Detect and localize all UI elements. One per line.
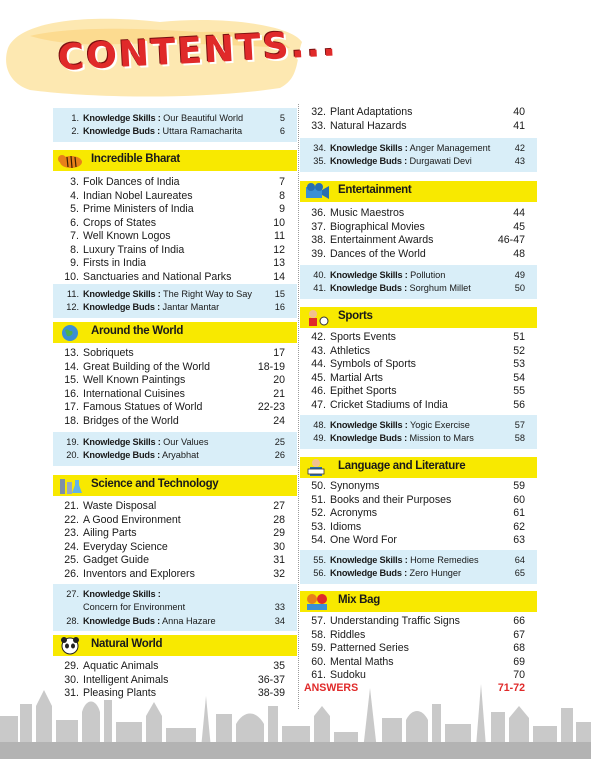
list-item[interactable]: 46. Epithet Sports 55 [311, 385, 525, 397]
list-item[interactable]: 41. Knowledge Buds : Sorghum Millet 50 [313, 283, 525, 293]
list-item[interactable]: 19. Knowledge Skills : Our Values 25 [66, 437, 285, 447]
sports-icon [304, 308, 330, 327]
knowledge-box [53, 284, 297, 318]
list-item[interactable]: 32. Plant Adaptations 40 [311, 106, 525, 118]
list-item[interactable]: 39. Dances of the World 48 [311, 247, 525, 260]
answers-row[interactable]: ANSWERS 71-72 [304, 682, 525, 694]
list-item[interactable]: 28. Knowledge Buds : Anna Hazare 34 [66, 616, 285, 626]
lab-icon [57, 476, 83, 495]
list-item[interactable]: 59. Patterned Series 68 [311, 642, 525, 654]
list-item[interactable]: Concern for Environment 33 [83, 602, 285, 612]
list-item[interactable]: 49. Knowledge Buds : Mission to Mars 58 [313, 433, 525, 443]
list-item[interactable]: 57. Understanding Traffic Signs 66 [311, 615, 525, 627]
list-item[interactable]: 16. International Cuisines 21 [64, 387, 285, 400]
section-header-sports: Sports [300, 307, 537, 328]
list-item[interactable]: 9. Firsts in India 13 [70, 257, 285, 269]
list-item[interactable]: 17. Famous Statues of World 22-23 [64, 401, 285, 413]
list-item[interactable]: 37. Biographical Movies 45 [311, 220, 525, 233]
list-item[interactable]: 11. Knowledge Skills : The Right Way to Say 15 [66, 289, 285, 299]
list-item[interactable]: 47. Cricket Stadiums of India 56 [311, 398, 525, 411]
page-title: CONTENTS... [56, 23, 339, 79]
tiger-icon [57, 151, 83, 170]
section-header-mix-bag: Mix Bag [300, 591, 537, 612]
list-item[interactable]: 15. Well Known Paintings 20 [64, 374, 285, 386]
list-item[interactable]: 24. Everyday Science 30 [64, 540, 285, 553]
list-item[interactable]: 36. Music Maestros 44 [311, 207, 525, 219]
list-item[interactable]: 53. Idioms 62 [311, 520, 525, 533]
list-item[interactable]: 26. Inventors and Explorers 32 [64, 567, 285, 580]
list-item[interactable]: 31. Pleasing Plants 38-39 [64, 687, 285, 699]
section-header-science-and-technology: Science and Technology [53, 475, 297, 496]
panda-icon [57, 636, 83, 655]
list-item[interactable]: 18. Bridges of the World 24 [64, 414, 285, 427]
list-item[interactable]: 6. Crops of States 10 [70, 216, 285, 229]
list-item[interactable]: 33. Natural Hazards 41 [311, 119, 525, 132]
section-header-incredible-bharat: Incredible Bharat [53, 150, 297, 171]
globe-icon [57, 323, 83, 342]
list-item[interactable]: 34. Knowledge Skills : Anger Management 42 [313, 143, 525, 153]
knowledge-box [53, 584, 297, 631]
list-item[interactable]: 44. Symbols of Sports 53 [311, 358, 525, 370]
list-item[interactable]: 7. Well Known Logos 11 [70, 230, 285, 242]
list-item[interactable]: 56. Knowledge Buds : Zero Hunger 65 [313, 568, 525, 578]
list-item[interactable]: 60. Mental Maths 69 [311, 655, 525, 668]
list-item[interactable]: 43. Athletics 52 [311, 344, 525, 357]
section-header-natural-world: Natural World [53, 635, 297, 656]
section-header-around-the-world: Around the World [53, 322, 297, 343]
list-item[interactable]: 48. Knowledge Skills : Yogic Exercise 57 [313, 420, 525, 430]
list-item[interactable]: 10. Sanctuaries and National Parks 14 [64, 270, 285, 283]
list-item[interactable]: 1. Knowledge Skills : Our Beautiful World 5 [71, 113, 285, 123]
list-item[interactable]: 51. Books and their Purposes 60 [311, 493, 525, 506]
list-item[interactable]: 55. Knowledge Skills : Home Remedies 64 [313, 555, 525, 565]
section-header-language-and-literature: Language and Literature [300, 457, 537, 478]
list-item[interactable]: 61. Sudoku 70 [311, 669, 525, 681]
list-item[interactable]: 52. Acronyms 61 [311, 507, 525, 519]
list-item[interactable]: 4. Indian Nobel Laureates 8 [70, 189, 285, 202]
mixbag-icon [304, 592, 330, 611]
list-item[interactable]: 25. Gadget Guide 31 [64, 554, 285, 566]
knowledge-box [53, 432, 297, 466]
list-item[interactable]: 12. Knowledge Buds : Jantar Mantar 16 [66, 302, 285, 312]
section-header-entertainment: Entertainment [300, 181, 537, 202]
list-item[interactable]: 29. Aquatic Animals 35 [64, 660, 285, 672]
list-item[interactable]: 20. Knowledge Buds : Aryabhat 26 [66, 450, 285, 460]
list-item[interactable]: 50. Synonyms 59 [311, 480, 525, 492]
list-item[interactable]: 35. Knowledge Buds : Durgawati Devi 43 [313, 156, 525, 166]
knowledge-box [300, 415, 537, 449]
knowledge-box [300, 138, 537, 172]
list-item[interactable]: 27. Knowledge Skills : [66, 589, 161, 599]
list-item[interactable]: 14. Great Building of the World 18-19 [64, 360, 285, 373]
reader-icon [304, 458, 330, 477]
list-item[interactable]: 38. Entertainment Awards 46-47 [311, 234, 525, 246]
list-item[interactable]: 45. Martial Arts 54 [311, 371, 525, 384]
film-reel-icon [304, 182, 330, 201]
list-item[interactable]: 2. Knowledge Buds : Uttara Ramacharita 6 [71, 126, 285, 136]
knowledge-box [53, 108, 297, 142]
knowledge-box [300, 550, 537, 584]
list-item[interactable]: 8. Luxury Trains of India 12 [70, 243, 285, 256]
list-item[interactable]: 58. Riddles 67 [311, 628, 525, 641]
knowledge-box [300, 265, 537, 299]
list-item[interactable]: 3. Folk Dances of India 7 [70, 176, 285, 188]
column-divider [298, 104, 299, 709]
list-item[interactable]: 5. Prime Ministers of India 9 [70, 203, 285, 215]
list-item[interactable]: 21. Waste Disposal 27 [64, 500, 285, 512]
list-item[interactable]: 13. Sobriquets 17 [64, 347, 285, 359]
list-item[interactable]: 40. Knowledge Skills : Pollution 49 [313, 270, 525, 280]
list-item[interactable]: 42. Sports Events 51 [311, 331, 525, 343]
list-item[interactable]: 22. A Good Environment 28 [64, 513, 285, 526]
list-item[interactable]: 54. One Word For 63 [311, 534, 525, 546]
list-item[interactable]: 30. Intelligent Animals 36-37 [64, 673, 285, 686]
list-item[interactable]: 23. Ailing Parts 29 [64, 527, 285, 539]
